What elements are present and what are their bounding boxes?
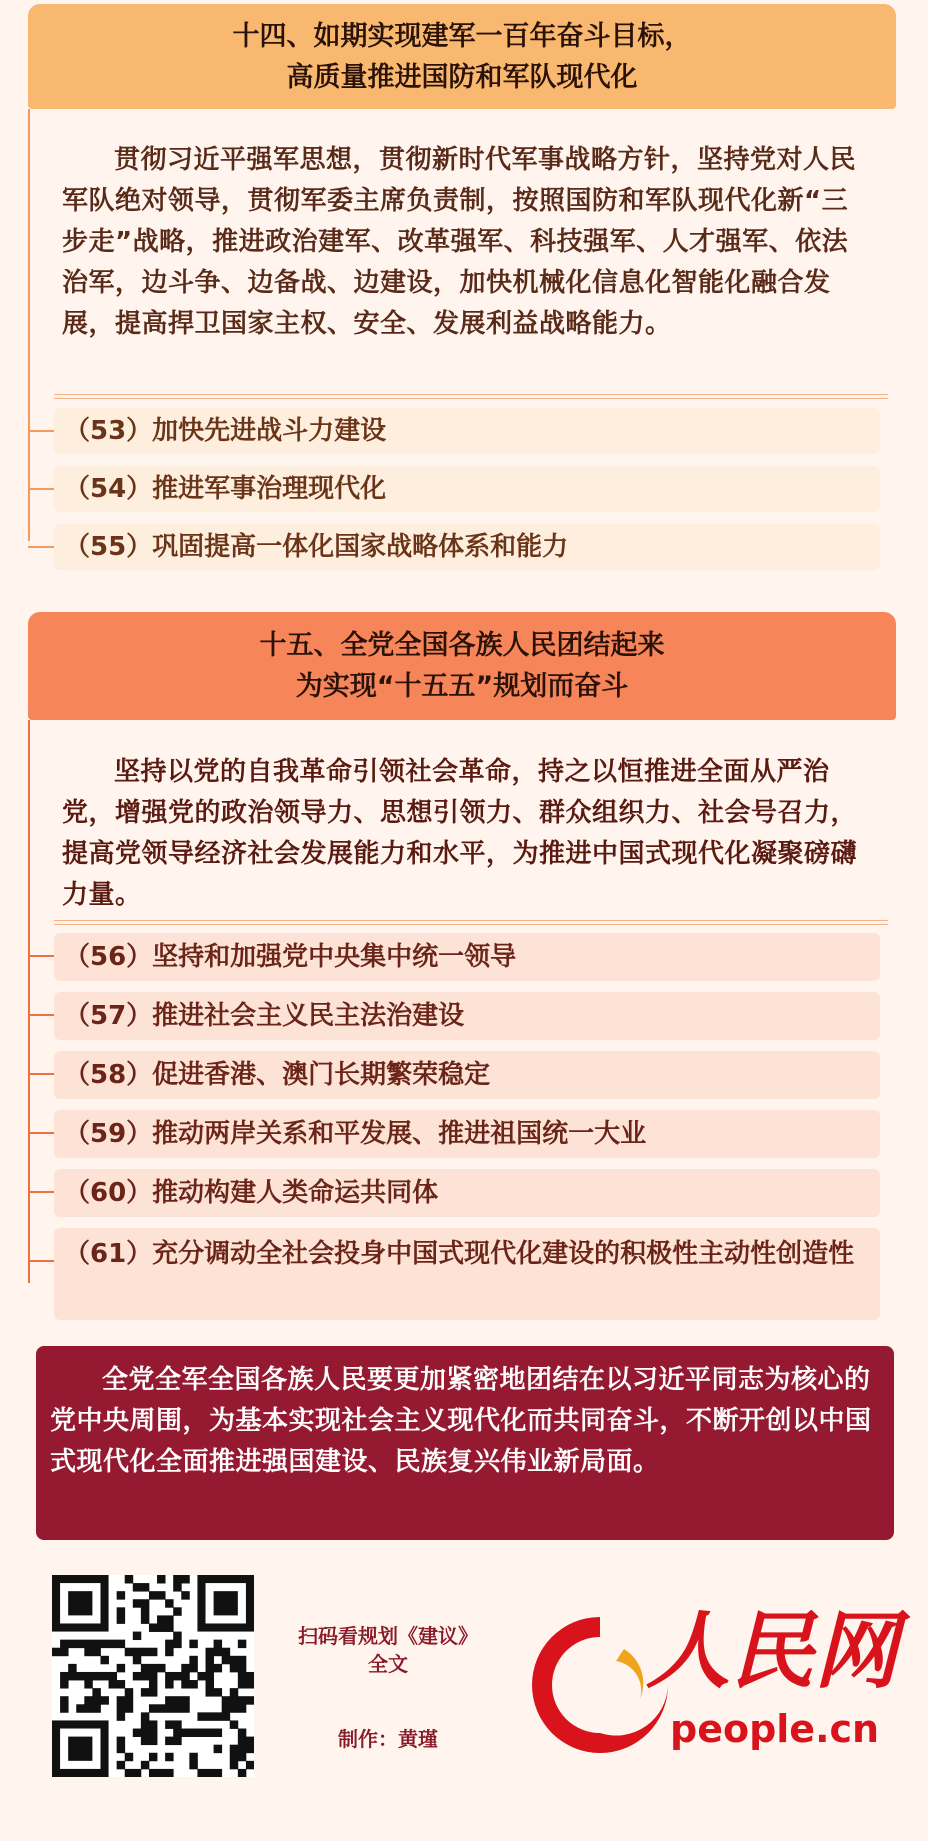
connector-tick <box>28 1260 54 1262</box>
list-item: （53）加快先进战斗力建设 <box>54 408 880 454</box>
people-logo <box>520 1595 899 1785</box>
people-logo-cn: 人民网 <box>646 1601 899 1700</box>
section-14-title-line2: 高质量推进国防和军队现代化 <box>286 61 638 93</box>
section-15-divider <box>54 920 888 925</box>
connector-tick <box>28 1132 54 1134</box>
list-item: （60）推动构建人类命运共同体 <box>54 1169 880 1217</box>
scan-caption <box>278 1622 498 1678</box>
section-14-connector-line <box>28 109 30 541</box>
list-item: （57）推进社会主义民主法治建设 <box>54 992 880 1040</box>
connector-tick <box>28 546 54 548</box>
people-logo-en: people.cn <box>670 1707 880 1751</box>
closing-statement: 全党全军全国各族人民要更加紧密地团结在以习近平同志为核心的党中央周围，为基本实现社会主义现代化而共同奋斗，不断开创以中国式现代化全面推进强国建设、民族复兴伟业新局面。 <box>36 1346 894 1540</box>
list-item: （55）巩固提高一体化国家战略体系和能力 <box>54 524 880 570</box>
list-item: （56）坚持和加强党中央集中统一领导 <box>54 933 880 981</box>
credit: 制作：黄瑾 <box>338 1727 438 1751</box>
list-item: （59）推动两岸关系和平发展、推进祖国统一大业 <box>54 1110 880 1158</box>
connector-tick <box>28 430 54 432</box>
scan-caption-line1: 扫码看规划《建议》 <box>298 1624 478 1648</box>
connector-tick <box>28 1191 54 1193</box>
section-15-title-line1: 十五、全党全国各族人民团结起来 <box>259 630 665 661</box>
section-15-title-line2: 为实现“十五五”规划而奋斗 <box>295 671 629 702</box>
section-15-header <box>28 612 896 720</box>
scan-caption-line2: 全文 <box>368 1652 408 1676</box>
section-15-connector-line <box>28 720 30 1283</box>
list-item: （58）促进香港、澳门长期繁荣稳定 <box>54 1051 880 1099</box>
qr-code[interactable] <box>52 1575 254 1777</box>
list-item: （61）充分调动全社会投身中国式现代化建设的积极性主动性创造性 <box>54 1228 880 1320</box>
section-15-paragraph: 坚持以党的自我革命引领社会革命，持之以恒推进全面从严治党，增强党的政治领导力、思想引领力、群众组织力、社会号召力，提高党领导经济社会发展能力和水平，为推进中国式现代化凝聚磅礴力量。 <box>62 757 858 910</box>
section-14-title-line1: 十四、如期实现建军一百年奋斗目标， <box>232 20 692 52</box>
connector-tick <box>28 1014 54 1016</box>
connector-tick <box>28 488 54 490</box>
qr-code-graphic <box>52 1575 254 1777</box>
section-14-paragraph: 贯彻习近平强军思想，贯彻新时代军事战略方针，坚持党对人民军队绝对领导，贯彻军委主席负责制，按照国防和军队现代化新“三步走”战略，推进政治建军、改革强军、科技强军、人才强军、依法治军，边斗争、边备战、边建设，加快机械化信息化智能化融合发展，提高捍卫国家主权、安全、发展利益战略能力。 <box>62 145 857 339</box>
section-14-header <box>28 4 896 109</box>
connector-tick <box>28 955 54 957</box>
section-14-divider <box>54 394 888 399</box>
list-item: （54）推进军事治理现代化 <box>54 466 880 512</box>
connector-tick <box>28 1073 54 1075</box>
